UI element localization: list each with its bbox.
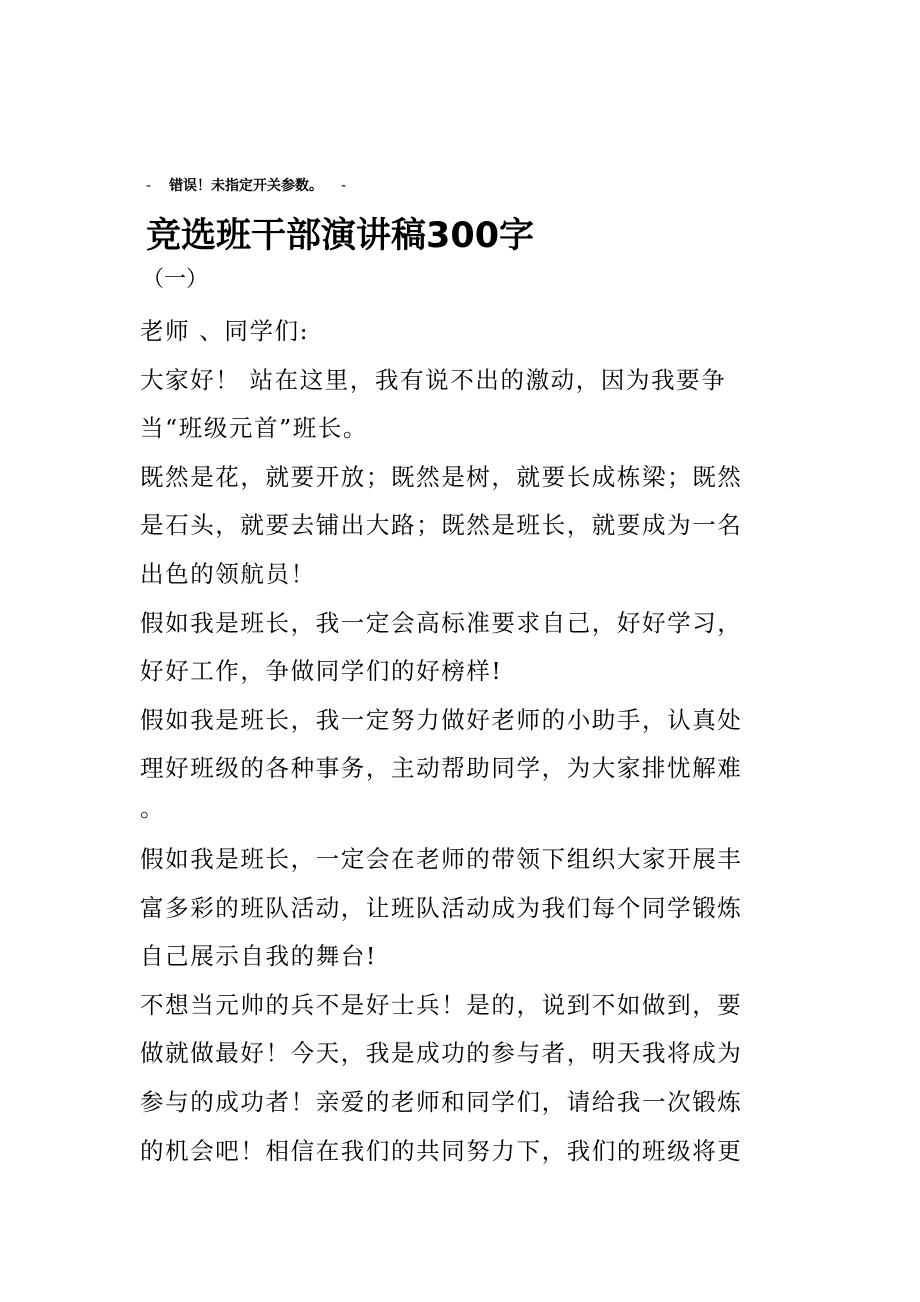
- header-dash-left: -: [146, 178, 152, 194]
- text-line: 假如我是班长，我一定会高标准要求自己，好好学习，: [140, 608, 743, 637]
- page-header: [146, 176, 346, 196]
- text-line-salutation: 老师 、同学们:: [140, 317, 310, 345]
- text-line: 的机会吧！相信在我们的共同努力下，我们的班级将更: [140, 1136, 743, 1165]
- section-number: （一）: [142, 267, 209, 292]
- text-line: 既然是花，就要开放；既然是树，就要长成栋梁；既然: [140, 462, 743, 491]
- text-line: 富多彩的班队活动，让班队活动成为我们每个同学锻炼: [140, 893, 743, 922]
- text-line: 假如我是班长，我一定努力做好老师的小助手，认真处: [140, 705, 743, 734]
- text-line: 好好工作，争做同学们的好榜样!: [140, 657, 503, 686]
- document-title: 竞选班干部演讲稿300字: [146, 216, 535, 256]
- header-dash-right: -: [341, 178, 347, 194]
- text-line: 当“班级元首”班长。: [140, 414, 369, 443]
- text-line: 参与的成功者！亲爱的老师和同学们，请给我一次锻炼: [140, 1087, 743, 1116]
- text-line: 理好班级的各种事务，主动帮助同学，为大家排忧解难: [140, 754, 743, 783]
- text-line: 是石头，就要去铺出大路；既然是班长，就要成为一名: [140, 511, 743, 540]
- text-line-period: 。: [140, 793, 166, 822]
- document-body: [140, 307, 772, 1175]
- text-line: 假如我是班长，一定会在老师的带领下组织大家开展丰: [140, 844, 743, 873]
- text-line: 做就做最好！今天，我是成功的参与者，明天我将成为: [140, 1039, 743, 1068]
- text-line: 自己展示自我的舞台!: [140, 942, 377, 971]
- text-line: 大家好！ 站在这里，我有说不出的激动，因为我要争: [140, 365, 727, 394]
- text-line: 不想当元帅的兵不是好士兵！是的，说到不如做到，要: [140, 990, 743, 1019]
- header-error-text: 错误！未指定开关参数。: [169, 178, 324, 194]
- text-line: 出色的领航员！: [140, 559, 316, 588]
